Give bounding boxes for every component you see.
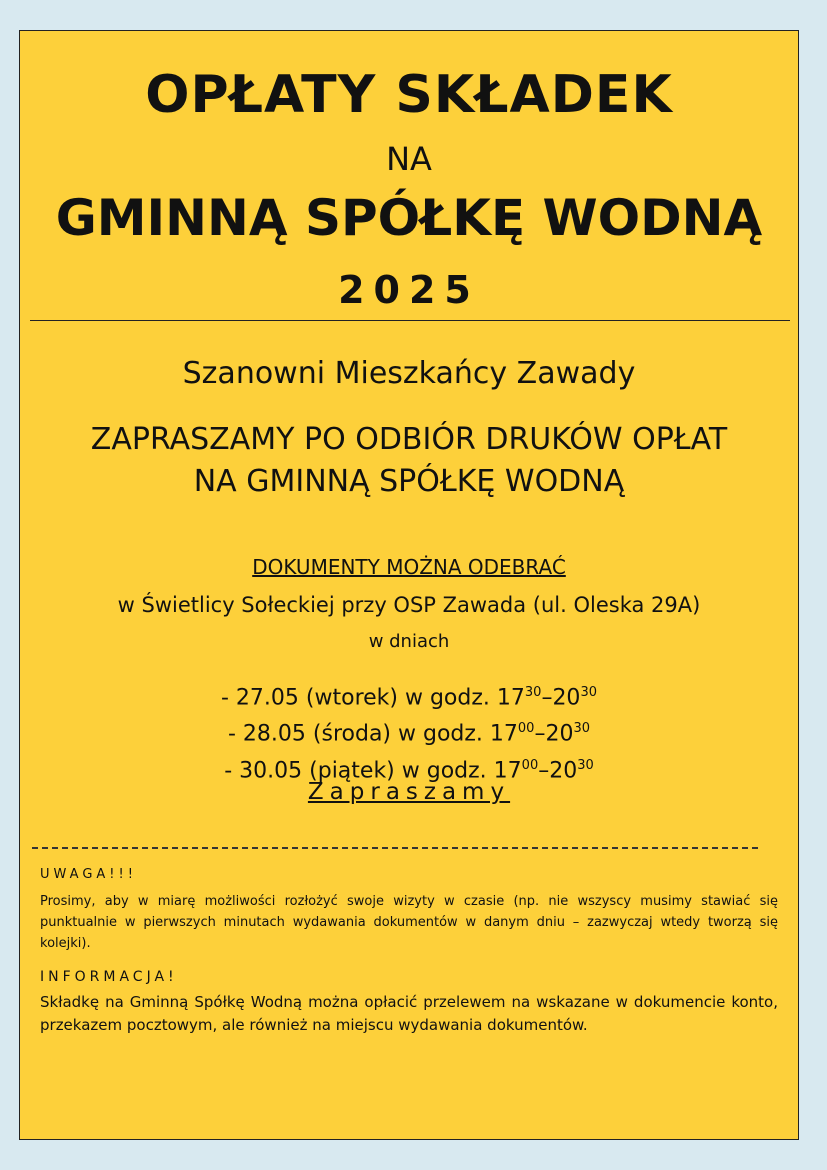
divider (30, 320, 790, 321)
greeting: Szanowni Mieszkańcy Zawady (182, 356, 636, 391)
title-year: 2025 (338, 268, 480, 312)
date-item: - 30.05 (piątek) w godz. $17^{00}-20^{30}$ (224, 757, 594, 783)
closing-text: Zapraszamy (307, 779, 511, 805)
invitation (20, 419, 798, 503)
invitation-line-1: ZAPRASZAMY PO ODBIÓR DRUKÓW OPŁAT (90, 422, 728, 457)
invitation-line-2: NA GMINNĄ SPÓŁKĘ WODNĄ (193, 464, 625, 499)
title-line-1: OPŁATY SKŁADEK (145, 65, 673, 125)
warning-label: UWAGA!!! (40, 867, 137, 882)
title-line-3: GMINNĄ SPÓŁKĘ WODNĄ (55, 189, 763, 247)
date-list (20, 677, 798, 786)
information-text: Składkę na Gminną Spółkę Wodną można opłacić przelewem na wskazane w dokumencie konto, przekazem pocztowym, ale również na miejscu wydawania dokumentów. (40, 993, 778, 1034)
documents-heading: DOKUMENTY MOŻNA ODEBRAĆ (252, 555, 566, 579)
date-item: - 27.05 (wtorek) w godz. $17^{30}-20^{30}$ (221, 685, 597, 711)
days-label: w dniach (368, 631, 450, 652)
information-label: INFORMACJA! (40, 969, 178, 985)
warning-text: Prosimy, aby w miarę możliwości rozłożyć swoje wizyty w czasie (np. nie wszyscy musimy stawiać się punktualnie w pierwszych minutach wydawania dokumentów w danym dniu – zazwyczaj wtedy tworzą się kolejki). (40, 894, 778, 951)
notice-poster (19, 30, 799, 1140)
dashed-divider (32, 847, 758, 849)
title-line-2: NA (386, 140, 432, 178)
date-item: - 28.05 (środa) w godz. $17^{00}-20^{30}$ (228, 721, 590, 747)
location: w Świetlicy Sołeckiej przy OSP Zawada (ul. Oleska 29A) (117, 593, 701, 617)
